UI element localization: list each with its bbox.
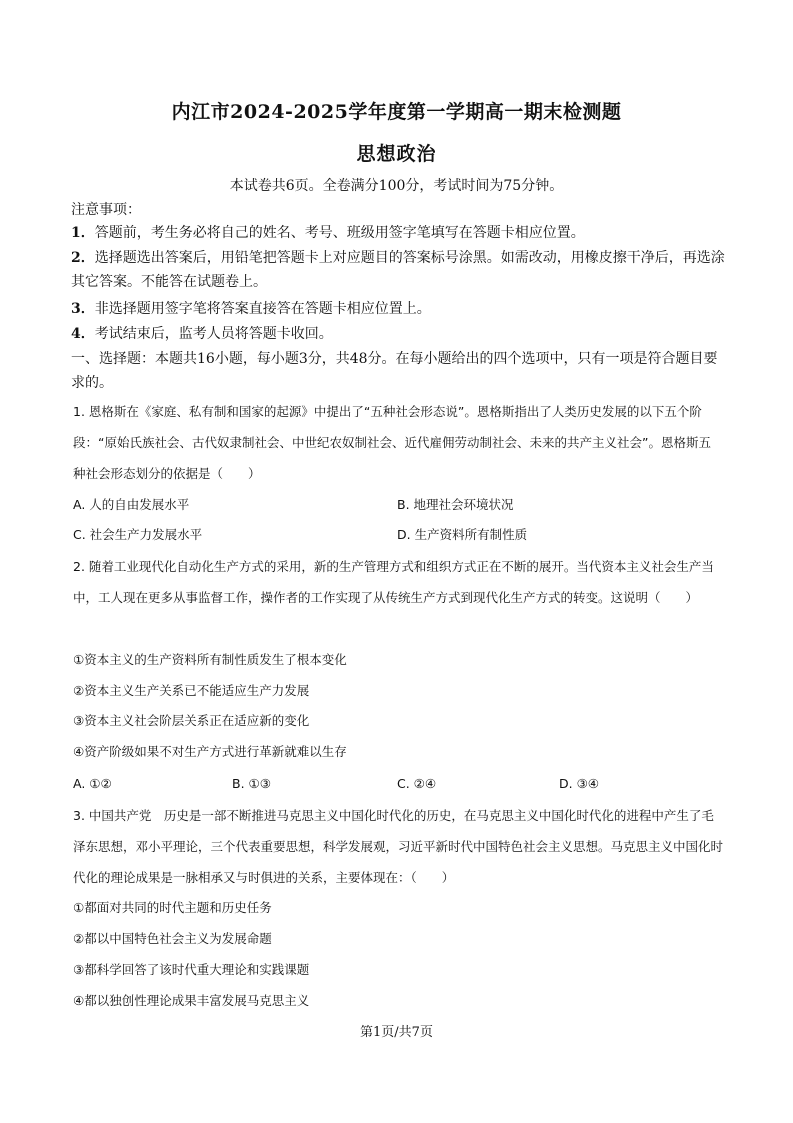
- question-1-option-a: A. 人的自由发展水平: [73, 497, 190, 512]
- question-2-option-a: A. ①②: [73, 776, 112, 791]
- exam-intro: 本试卷共6页。全卷满分100分，考试时间为75分钟。: [229, 178, 564, 194]
- question-2-option-d: D. ③④: [559, 776, 599, 791]
- note-item: [71, 297, 726, 321]
- note-text: 非选择题用签字笔将答案直接答在答题卡相应位置上。: [94, 301, 431, 317]
- question-3-stem: 3. 中国共产党 历史是一部不断推进马克思主义中国化时代化的历史，在马克思主义中国化时代化的进程中产生了毛泽东思想，邓小平理论，三个代表重要思想，科学发展观，习近平新时代中国特色社会主义思想。马克思主义中国化时代化的理论成果是一脉相承又与时俱进的关系，主要体现在：（ ）: [73, 808, 724, 885]
- question-2-stem: 2. 随着工业现代化自动化生产方式的采用，新的生产管理方式和组织方式正在不断的展开。当代资本主义社会生产当中，工人现在更多从事监督工作，操作者的工作实现了从传统生产方式到现代化生产方式的转变。这说明（ ）: [73, 559, 714, 605]
- page-footer: 第1页/共7页: [360, 1025, 433, 1040]
- note-item: [71, 322, 726, 346]
- exam-subject: 思想政治: [356, 143, 437, 165]
- question-3-statement: ①都面对共同的时代主题和历史任务: [73, 900, 272, 915]
- note-item: [71, 246, 726, 294]
- section-heading: 一、选择题：本题共16小题，每小题3分，共48分。在每小题给出的四个选项中，只有一项是符合题目要求的。: [71, 351, 718, 391]
- note-number: 1．: [71, 225, 95, 241]
- question-1-option-b: B. 地理社会环境状况: [397, 497, 514, 512]
- question-2-statement: ④资产阶级如果不对生产方式进行革新就难以生存: [73, 744, 347, 759]
- note-text: 答题前，考生务必将自己的姓名、考号、班级用签字笔填写在答题卡相应位置。: [94, 225, 585, 241]
- note-number: 2．: [71, 250, 95, 266]
- question-2-statement: ①资本主义的生产资料所有制性质发生了根本变化: [73, 652, 347, 667]
- notes-title: 注意事项：: [71, 202, 141, 218]
- note-text: 选择题选出答案后，用铅笔把答题卡上对应题目的答案标号涂黑。如需改动，用橡皮擦干净后，再选涂其它答案。不能答在试题卷上。: [71, 250, 725, 290]
- question-3-statement: ③都科学回答了该时代重大理论和实践课题: [73, 962, 310, 977]
- question-3-statement: ②都以中国特色社会主义为发展命题: [73, 931, 272, 946]
- question-3-statement: ④都以独创性理论成果丰富发展马克思主义: [73, 993, 310, 1008]
- question-2-option-c: C. ②④: [397, 776, 437, 791]
- question-2-statement: ③资本主义社会阶层关系正在适应新的变化: [73, 713, 310, 728]
- note-number: 4．: [71, 326, 95, 342]
- note-number: 3．: [71, 301, 95, 317]
- exam-title: 内江市2024-2025学年度第一学期高一期末检测题: [171, 101, 622, 123]
- question-1-option-d: D. 生产资料所有制性质: [397, 527, 528, 542]
- note-text: 考试结束后，监考人员将答题卡收回。: [94, 326, 333, 342]
- question-1-stem: 1. 恩格斯在《家庭、私有制和国家的起源》中提出了“五种社会形态说”。恩格斯指出了人类历史发展的以下五个阶段：“原始氏族社会、古代奴隶制社会、中世纪农奴制社会、近代雇佣劳动制社会、未来的共产主义社会”。恩格斯五种社会形态划分的依据是（ ）: [73, 404, 711, 481]
- question-2-option-b: B. ①③: [232, 776, 271, 791]
- note-item: [71, 221, 726, 245]
- question-2-statement: ②资本主义生产关系已不能适应生产力发展: [73, 683, 310, 698]
- question-1-option-c: C. 社会生产力发展水平: [73, 527, 203, 542]
